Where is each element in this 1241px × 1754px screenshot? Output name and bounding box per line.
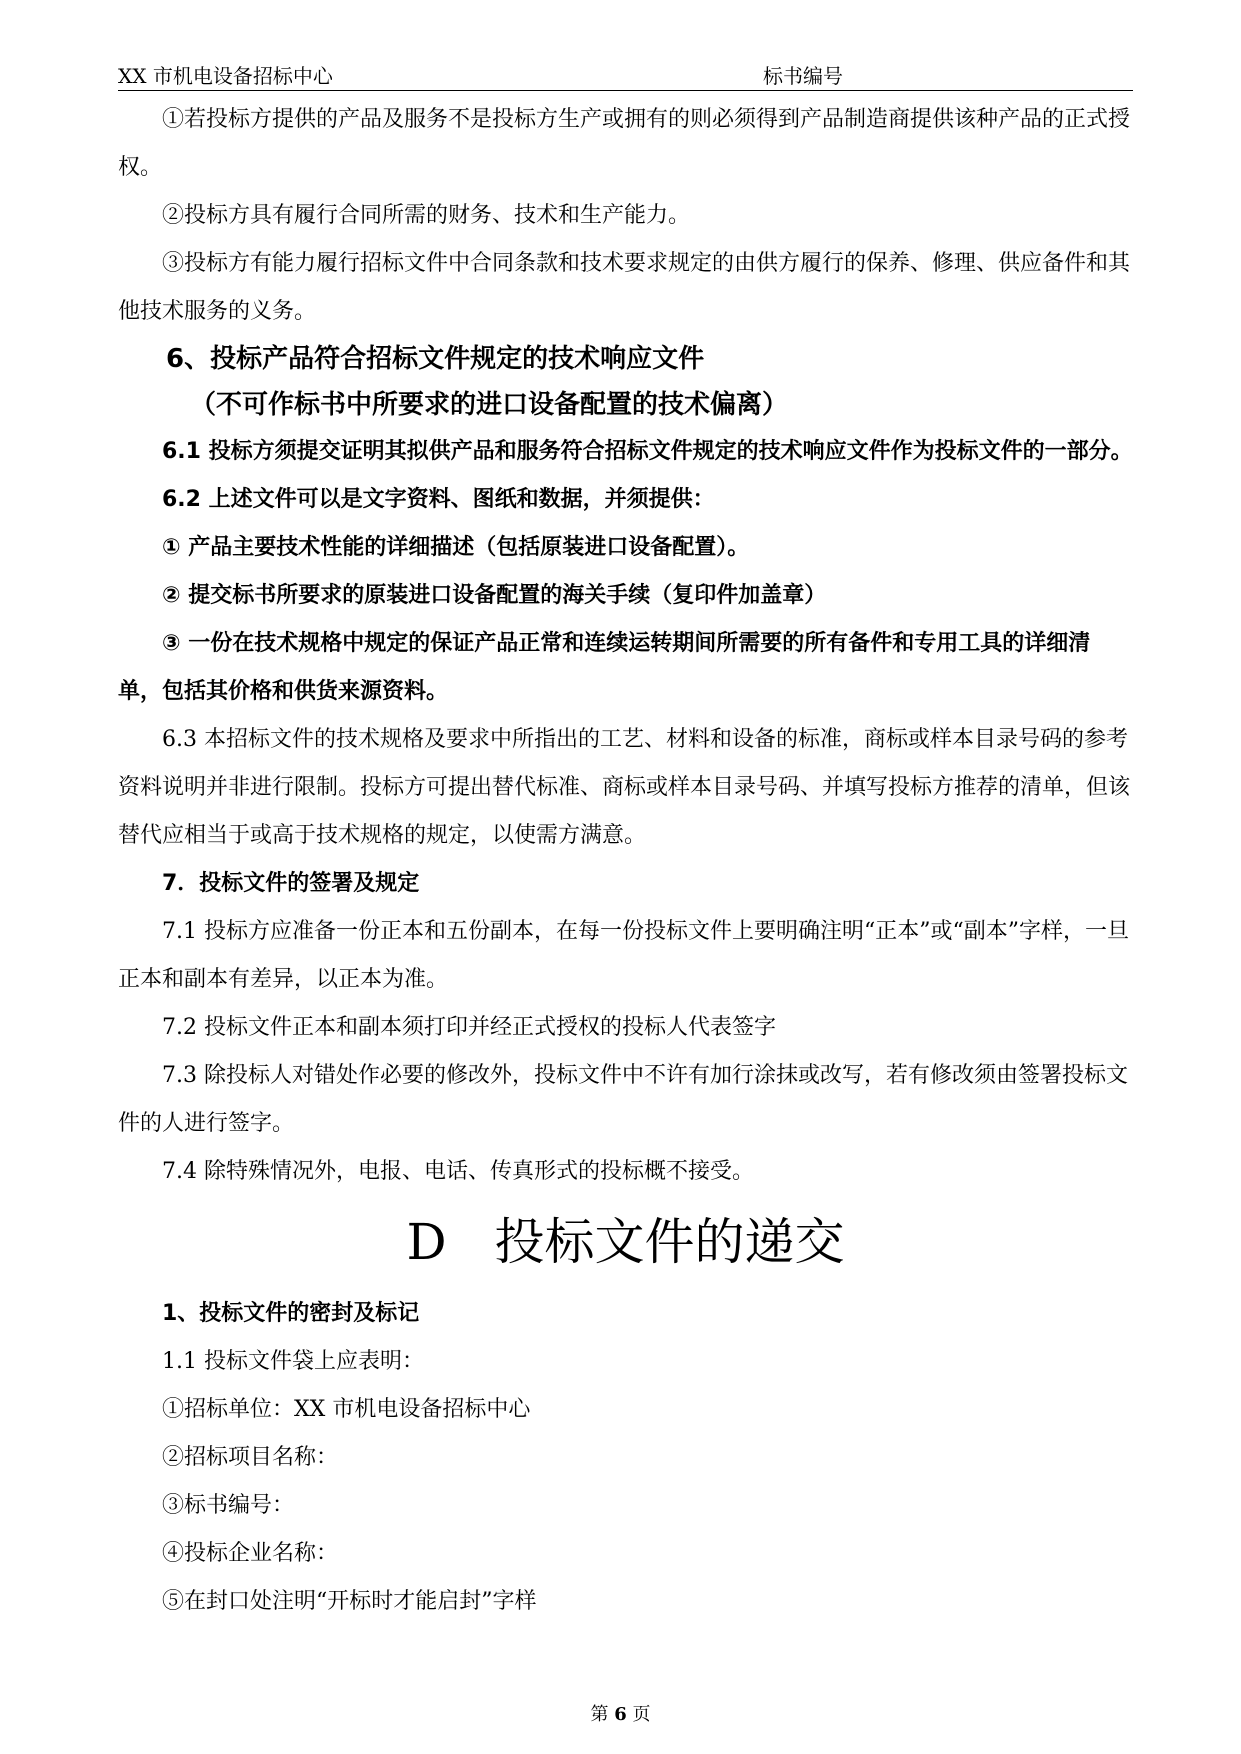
- envelope-item-2: ②招标项目名称：: [162, 1445, 339, 1470]
- clause-6-2-item-3: ③ 一份在技术规格中规定的保证产品正常和连续运转期间所需要的所有备件和专用工具的详细清单，包括其价格和供货来源资料。: [118, 631, 1091, 704]
- footer-suffix: 页: [632, 1704, 651, 1725]
- paragraph-authorization: ①若投标方提供的产品及服务不是投标方生产或拥有的则必须得到产品制造商提供该种产品的正式授权。: [118, 107, 1131, 180]
- page-body: [118, 96, 1133, 1626]
- page-header: [118, 56, 1133, 91]
- section-d-1-heading: 1、投标文件的密封及标记: [162, 1301, 420, 1326]
- header-org: XX 市机电设备招标中心: [118, 64, 333, 88]
- page-footer: [0, 1700, 1241, 1726]
- envelope-item-1: ①招标单位：XX 市机电设备招标中心: [162, 1397, 531, 1422]
- clause-7-2: 7.2 投标文件正本和副本须打印并经正式授权的投标人代表签字: [162, 1015, 776, 1040]
- clause-7-1: 7.1 投标方应准备一份正本和五份副本，在每一份投标文件上要明确注明“正本”或“副本”字样，一旦正本和副本有差异，以正本为准。: [118, 919, 1129, 992]
- section-d-title-text: 投标文件的递交: [494, 1213, 845, 1271]
- section-d-title: [118, 1212, 1133, 1272]
- section-d-letter: D: [406, 1213, 447, 1271]
- paragraph-service-obligation: ③投标方有能力履行招标文件中合同条款和技术要求规定的由供方履行的保养、修理、供应备件和其他技术服务的义务。: [118, 251, 1131, 324]
- clause-6-2-item-1: ① 产品主要技术性能的详细描述（包括原装进口设备配置）。: [162, 535, 750, 560]
- clause-1-1: 1.1 投标文件袋上应表明：: [162, 1349, 424, 1374]
- clause-6-2: 6.2 上述文件可以是文字资料、图纸和数据，并须提供：: [162, 487, 715, 512]
- clause-6-2-item-2: ② 提交标书所要求的原装进口设备配置的海关手续（复印件加盖章）: [162, 583, 827, 608]
- page-number: 6: [614, 1704, 627, 1725]
- paragraph-capability: ②投标方具有履行合同所需的财务、技术和生产能力。: [162, 203, 691, 228]
- clause-6-3: 6.3 本招标文件的技术规格及要求中所指出的工艺、材料和设备的标准，商标或样本目录号码的参考资料说明并非进行限制。投标方可提出替代标准、商标或样本目录号码、并填写投标方推荐的清单，但该替代应相当于或高于技术规格的规定，以使需方满意。: [118, 727, 1131, 848]
- clause-6-1: 6.1 投标方须提交证明其拟供产品和服务符合招标文件规定的技术响应文件作为投标文件的一部分。: [162, 439, 1133, 464]
- section-7-heading: 7．投标文件的签署及规定: [162, 871, 420, 896]
- footer-prefix: 第: [590, 1704, 609, 1725]
- header-doc-number-label: 标书编号: [763, 64, 843, 88]
- envelope-item-3: ③标书编号：: [162, 1493, 295, 1518]
- section-6-heading: 6、投标产品符合招标文件规定的技术响应文件: [166, 344, 705, 374]
- envelope-item-5: ⑤在封口处注明“开标时才能启封”字样: [162, 1589, 537, 1614]
- clause-7-4: 7.4 除特殊情况外，电报、电话、传真形式的投标概不接受。: [162, 1159, 754, 1184]
- clause-7-3: 7.3 除投标人对错处作必要的修改外，投标文件中不许有加行涂抹或改写，若有修改须由签署投标文件的人进行签字。: [118, 1063, 1128, 1136]
- section-6-subheading: （不可作标书中所要求的进口设备配置的技术偏离）: [190, 390, 789, 420]
- envelope-item-4: ④投标企业名称：: [162, 1541, 339, 1566]
